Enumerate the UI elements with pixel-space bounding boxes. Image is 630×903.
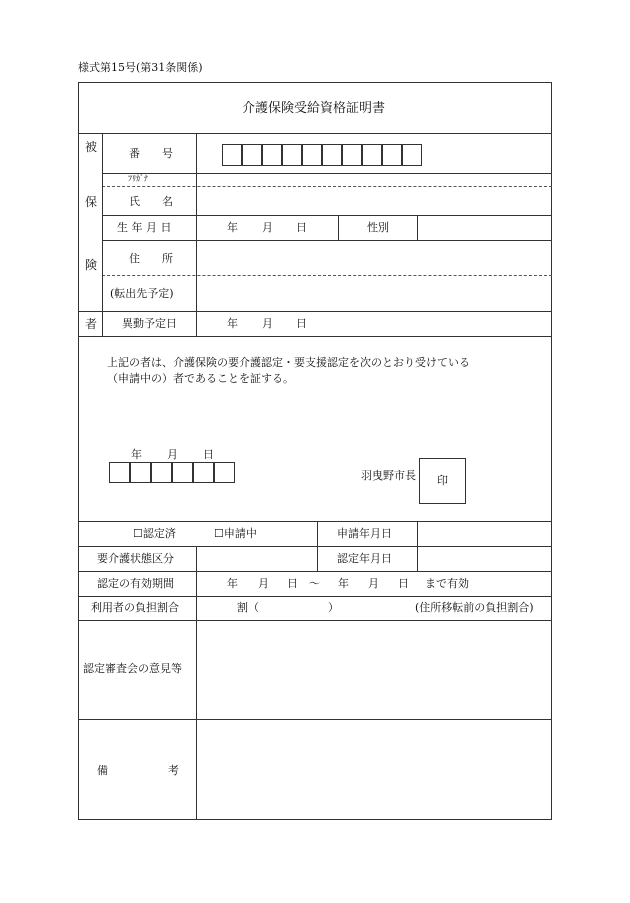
birth-year: 年 — [227, 221, 238, 234]
change-date-label: 異動予定日 — [122, 317, 177, 330]
remarks-label-1: 備 — [97, 764, 108, 777]
certify-text-line1: 上記の者は、介護保険の要介護認定・要支援認定を次のとおり受けている — [107, 356, 470, 369]
insured-label-2: 保 — [85, 195, 98, 209]
burden-close: ） — [328, 601, 339, 614]
change-month: 月 — [262, 317, 273, 330]
change-year: 年 — [227, 317, 238, 330]
birth-month: 月 — [262, 221, 273, 234]
form-number: 様式第15号(第31条関係) — [78, 61, 203, 74]
validity-to-year: 年 — [338, 577, 349, 590]
validity-from-year: 年 — [227, 577, 238, 590]
furigana-label: ﾌﾘｶﾞﾅ — [128, 174, 148, 183]
issue-month: 月 — [167, 448, 178, 461]
issuer: 羽曳野市長 — [361, 469, 416, 482]
issue-year: 年 — [131, 448, 142, 461]
applying-checkbox[interactable]: ☐申請中 — [214, 527, 257, 540]
insured-label-1: 被 — [85, 140, 98, 154]
birth-day: 日 — [296, 221, 307, 234]
move-destination-label: (転出先予定) — [110, 287, 174, 300]
birth-label: 生 年 月 日 — [117, 221, 172, 234]
validity-to-month: 月 — [368, 577, 379, 590]
remarks-label-2: 考 — [168, 764, 179, 777]
change-day: 日 — [296, 317, 307, 330]
committee-label: 認定審査会の意見等 — [83, 662, 182, 675]
validity-label: 認定の有効期間 — [97, 577, 174, 590]
validity-to-day: 日 — [398, 577, 409, 590]
validity-from-month: 月 — [258, 577, 269, 590]
form-frame — [78, 82, 552, 820]
gender-label: 性別 — [367, 221, 389, 234]
insured-label-4: 者 — [85, 317, 98, 331]
certify-text-line2: （申請中の）者であることを証する。 — [107, 372, 294, 385]
certified-checkbox[interactable]: ☐認定済 — [133, 527, 176, 540]
name-label: 氏 名 — [129, 195, 173, 208]
form-title: 介護保険受給資格証明書 — [242, 101, 386, 116]
address-label: 住 所 — [129, 252, 173, 265]
cert-date-label: 認定年月日 — [337, 552, 392, 565]
validity-from-day: 日 — [287, 577, 298, 590]
validity-until: まで有効 — [425, 577, 469, 590]
insured-label-3: 険 — [85, 258, 98, 272]
seal: 印 — [437, 474, 448, 487]
number-label: 番 号 — [129, 147, 173, 160]
burden-unit: 割（ — [237, 601, 259, 614]
issue-day: 日 — [203, 448, 214, 461]
care-level-label: 要介護状態区分 — [97, 552, 174, 565]
burden-note: (住所移転前の負担割合) — [415, 601, 534, 614]
application-date-label: 申請年月日 — [337, 527, 392, 540]
validity-tilde: ～ — [309, 577, 320, 590]
burden-label: 利用者の負担割合 — [91, 601, 179, 614]
